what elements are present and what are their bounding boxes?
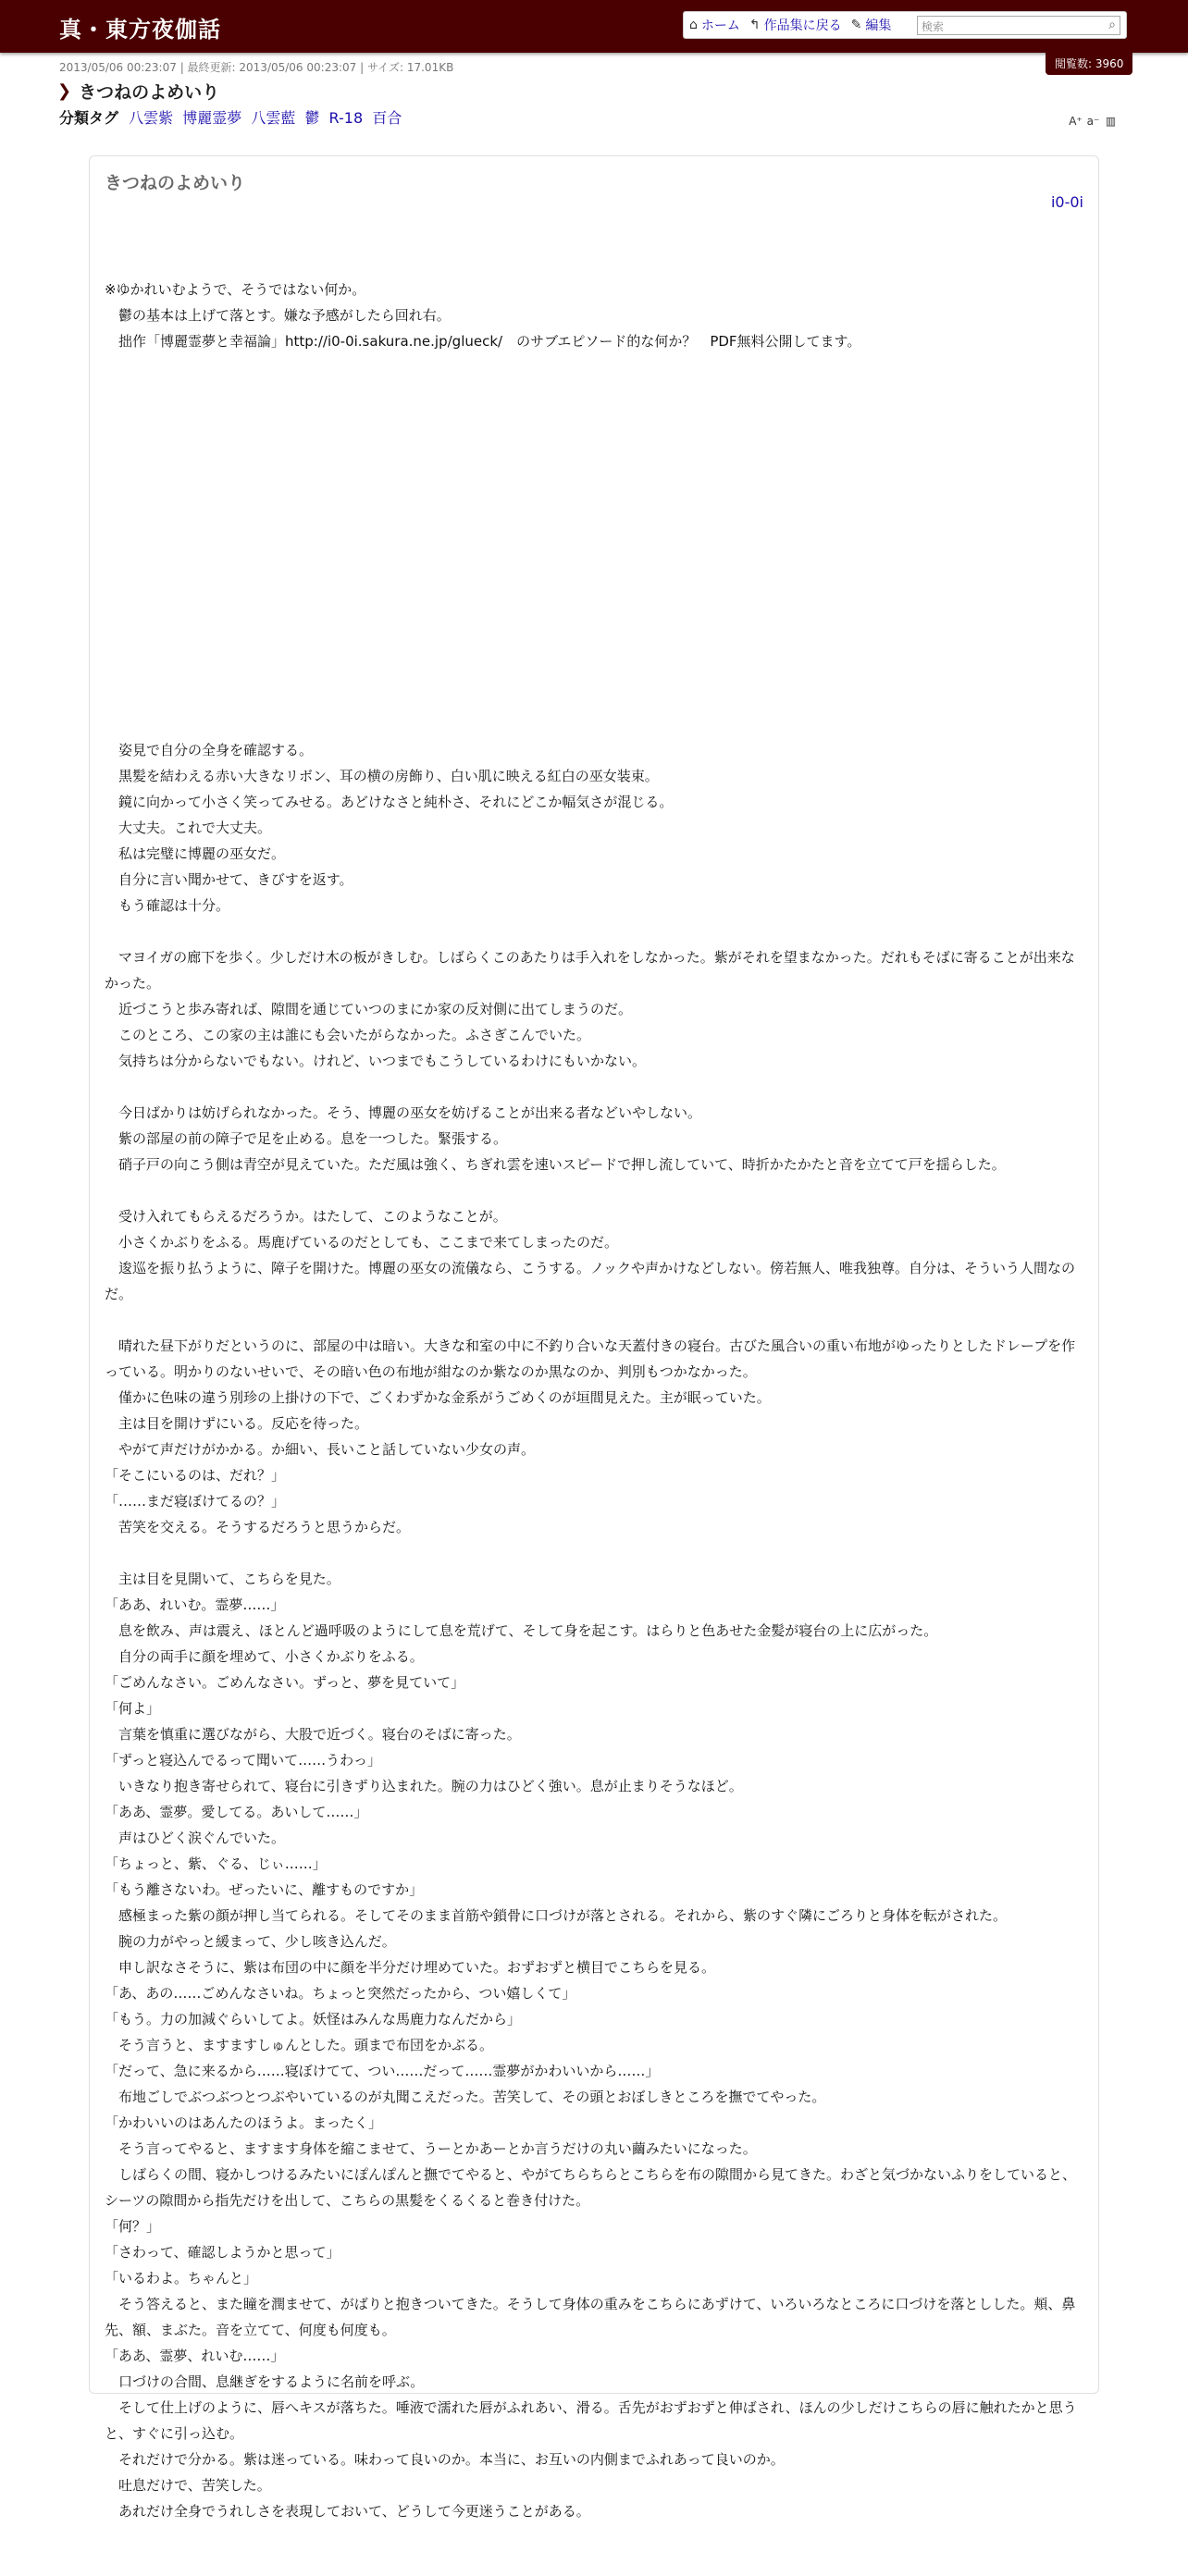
article-card	[89, 155, 1099, 2520]
paragraph: 言葉を慎重に選びながら、大股で近づく。寝台のそばに寄った。	[105, 1726, 521, 1743]
paragraph: 近づこうと歩み寄れば、隙間を通じていつのまにか家の反対側に出てしまうのだ。	[105, 1001, 633, 1017]
paragraph: いきなり抱き寄せられて、寝台に引きずり込まれた。腕の力はひどく強い。息が止まりそうなほど。	[105, 1778, 743, 1794]
paragraph	[105, 1307, 1085, 1333]
paragraph: 主は目を見開いて、こちらを見た。	[105, 1571, 340, 1587]
paragraph: 「だって、急に来るから……寝ぼけてて、つい……だって……霊夢がかわいいから……」	[105, 2063, 660, 2079]
article-body	[105, 225, 1085, 2576]
home-icon: ⌂	[689, 18, 698, 32]
paragraph: 受け入れてもらえるだろうか。はたして、このようなことが。	[105, 1208, 507, 1225]
paragraph: 「……まだ寝ぼけてるの？」	[105, 1493, 286, 1510]
paragraph: 「ああ、霊夢。愛してる。あいして……」	[105, 1804, 368, 1820]
vertical-text-icon[interactable]: ▥	[1105, 115, 1117, 128]
paragraph: 苦笑を交える。そうするだろうと思うからだ。	[105, 1519, 411, 1535]
tag-list	[59, 106, 406, 128]
paragraph	[105, 918, 1085, 944]
paragraph: やがて声だけがかかる。か細い、長いこと話していない少女の声。	[105, 1441, 536, 1458]
tag-label: 分類タグ	[59, 109, 119, 127]
paragraph: 自分に言い聞かせて、きびすを返す。	[105, 871, 353, 888]
paragraph: あれだけ全身でうれしさを表現しておいて、どうして今更迷うことがある。	[105, 2503, 590, 2520]
font-smaller-icon[interactable]: a⁻	[1086, 115, 1100, 128]
pencil-icon: ✎	[850, 18, 862, 32]
paragraph: 逡巡を振り払うように、障子を開けた。博麗の巫女の流儀なら、こうする。ノックや声かけなどしない。傍若無人、唯我独尊。自分は、そういう人間なのだ。	[105, 1260, 1075, 1302]
tag-link[interactable]: R-18	[328, 109, 364, 127]
paragraph: 息を飲み、声は震え、ほとんど過呼吸のようにして息を荒げて、そして身を起こす。はらりと色あせた金髪が寝台の上に広がった。	[105, 1622, 938, 1639]
paragraph: 「ああ、れいむ。霊夢……」	[105, 1596, 285, 1613]
paragraph: 声はひどく涙ぐんでいた。	[105, 1830, 286, 1846]
paragraph: 「いるわよ。ちゃんと」	[105, 2270, 258, 2286]
ad-space	[105, 406, 1085, 685]
paragraph: 「何よ」	[105, 1700, 161, 1717]
page-title	[57, 79, 219, 104]
back-link-label: 作品集に戻る	[763, 18, 842, 33]
paragraph: 「ごめんなさい。ごめんなさい。ずっと、夢を見ていて」	[105, 1674, 465, 1691]
paragraph: 「もう離さないわ。ぜったいに、離すものですか」	[105, 1881, 424, 1898]
tag-link[interactable]: 鬱	[304, 109, 320, 127]
paragraph: 感極まった紫の顔が押し当てられる。そしてそのまま首筋や鎖骨に口づけが落とされる。それから、紫のすぐ隣にごろりと身体を転がされた。	[105, 1907, 1008, 1924]
view-count-badge: 閲覧数: 3960	[1046, 52, 1132, 75]
tag-link[interactable]: 八雲紫	[129, 109, 174, 127]
paragraph: 鏡に向かって小さく笑ってみせる。あどけなさと純朴さ、それにどこか幅気さが混じる。	[105, 794, 674, 810]
home-link[interactable]	[689, 16, 740, 34]
paragraph: それだけで分かる。紫は迷っている。味わって良いのか。本当に、お互いの内側までふれあって良いのか。	[105, 2451, 785, 2468]
intro-line: 拙作「博麗霊夢と幸福論」http://i0-0i.sakura.ne.jp/glueck/ のサブエピソード的な何か？ PDF無料公開してます。	[105, 333, 861, 350]
paragraph: 「かわいいのはあんたのほうよ。まったく」	[105, 2114, 383, 2131]
edit-link[interactable]	[851, 16, 892, 34]
paragraph: 「何？」	[105, 2218, 161, 2235]
search-placeholder: 検索	[922, 19, 945, 33]
paragraph: 気持ちは分からないでもない。けれど、いつまでもこうしているわけにもいかない。	[105, 1053, 647, 1069]
home-link-label: ホーム	[700, 18, 740, 33]
paragraph: 今日ばかりは妨げられなかった。そう、博麗の巫女を妨げることが出来る者などいやしない。	[105, 1104, 702, 1121]
paragraph: 「もう。力の加減ぐらいしてよ。妖怪はみんな馬鹿力なんだから」	[105, 2011, 522, 2028]
paragraph: 晴れた昼下がりだというのに、部屋の中は暗い。大きな和室の中に不釣り合いな天蓋付きの寝台。古びた風合いの重い布地がゆったりとしたドレープを作っている。明かりのないせいで、その暗い色の布地が紺なのか紫なのか黒なのか、判別もつかなかった。	[105, 1337, 1076, 1380]
paragraph	[105, 1540, 1085, 1566]
paragraph: 私は完璧に博麗の巫女だ。	[105, 845, 286, 862]
paragraph: 主は目を開けずにいる。反応を待った。	[105, 1415, 369, 1432]
paragraph: 「あ、あの……ごめんなさいね。ちょっと突然だったから、つい嬉しくて」	[105, 1985, 576, 2002]
paragraph: 吐息だけで、苦笑した。	[105, 2477, 271, 2494]
paragraph: 「ずっと寝込んでるって聞いて……うわっ」	[105, 1752, 381, 1769]
paragraph: 黒髪を結わえる赤い大きなリボン、耳の横の房飾り、白い肌に映える紅白の巫女装束。	[105, 768, 659, 784]
paragraph: 僅かに色味の違う別珍の上掛けの下で、ごくわずかな金系がうごめくのが垣間見えた。主が眠っていた。	[105, 1389, 771, 1406]
paragraph: 紫の部屋の前の障子で足を止める。息を一つした。緊張する。	[105, 1130, 508, 1147]
paragraph	[105, 1074, 1085, 1100]
site-title[interactable]: 真・東方夜伽話	[59, 17, 221, 43]
paragraph: 腕の力がやっと緩まって、少し咳き込んだ。	[105, 1933, 396, 1950]
paragraph: そう言うと、ますますしゅんとした。頭まで布団をかぶる。	[105, 2037, 494, 2053]
paragraph: そして仕上げのように、唇へキスが落ちた。唾液で濡れた唇がふれあい、滑る。舌先がおずおずと伸ばされ、ほんの少しだけこちらの唇に触れたかと思うと、すぐに引っ込む。	[105, 2399, 1077, 2442]
paragraph: 口づけの合間、息継ぎをするように名前を呼ぶ。	[105, 2373, 425, 2390]
paragraph: そう答えると、また瞳を潤ませて、がばりと抱きついてきた。そうして身体の重みをこちらにあずけて、いろいろなところに口づけを落としした。頬、鼻先、額、まぶた。音を立てて、何度も何度も。	[105, 2296, 1076, 2338]
paragraph: 「さわって、確認しようかと思って」	[105, 2244, 340, 2261]
paragraph	[105, 1177, 1085, 1203]
search-input[interactable]	[917, 16, 1120, 35]
tag-link[interactable]: 百合	[372, 109, 402, 127]
intro-line: 鬱の基本は上げて落とす。嫌な予感がしたら回れ右。	[105, 307, 451, 324]
chevron-right-icon: ❯	[57, 81, 72, 101]
article-title: きつねのよめいり	[105, 173, 246, 193]
text-tools	[1069, 115, 1118, 129]
search-icon[interactable]: ⌕	[1108, 17, 1116, 32]
paragraph: 「そこにいるのは、だれ？」	[105, 1467, 286, 1484]
paragraph: このところ、この家の主は誰にも会いたがらなかった。ふさぎこんでいた。	[105, 1027, 591, 1043]
paragraph: 「ああ、霊夢、れいむ……」	[105, 2348, 285, 2364]
intro-line: ※ゆかれいむようで、そうではない何か。	[105, 281, 366, 298]
paragraph: そう言ってやると、ますます身体を縮こませて、うーとかあーとか言うだけの丸い繭みたいになった。	[105, 2140, 757, 2157]
author-link[interactable]: i0-0i	[1050, 193, 1083, 211]
article-intro	[105, 277, 1085, 354]
font-larger-icon[interactable]: A⁺	[1069, 115, 1083, 128]
paragraph: マヨイガの廊下を歩く。少しだけ木の板がきしむ。しばらくこのあたりは手入れをしなかった。紫がそれを望まなかった。だれもそばに寄ることが出来なかった。	[105, 949, 1075, 992]
header-bar	[0, 0, 1188, 53]
paragraph: 布地ごしでぶつぶつとつぶやいているのが丸聞こえだった。苦笑して、その頭とおぼしきところを撫でてやった。	[105, 2089, 826, 2105]
post-meta: 2013/05/06 00:23:07 | 最終更新: 2013/05/06 00:23:07 | サイズ: 17.01KB	[59, 61, 454, 74]
paragraph: 姿見で自分の全身を確認する。	[105, 742, 314, 758]
tag-link[interactable]: 博麗霊夢	[182, 109, 242, 127]
page-title-text: きつねのよめいり	[79, 82, 220, 103]
nav-box	[683, 11, 1127, 39]
paragraph: 申し訳なさそうに、紫は布団の中に顔を半分だけ埋めていた。おずおずと横目でこちらを見る。	[105, 1959, 716, 1976]
edit-link-label: 編集	[865, 18, 892, 33]
back-arrow-icon: ↰	[749, 18, 761, 32]
paragraph: 小さくかぶりをふる。馬鹿げているのだとしても、ここまで来てしまったのだ。	[105, 1234, 619, 1251]
paragraph: もう確認は十分。	[105, 897, 230, 914]
tag-link[interactable]: 八雲藍	[251, 109, 296, 127]
paragraph: 自分の両手に顔を埋めて、小さくかぶりをふる。	[105, 1648, 424, 1665]
paragraph: 大丈夫。これで大丈夫。	[105, 820, 272, 836]
back-to-collection-link[interactable]	[749, 16, 842, 34]
paragraph: 硝子戸の向こう側は青空が見えていた。ただ風は強く、ちぎれ雲を速いスピードで押し流していて、時折かたかたと音を立てて戸を揺らした。	[105, 1156, 1006, 1173]
article-text	[105, 737, 1085, 2524]
paragraph: 「ちょっと、紫、ぐる、じぃ……」	[105, 1855, 327, 1872]
paragraph: しばらくの間、寝かしつけるみたいにぽんぽんと撫でてやると、やがてちらちらとこちらを布の隙間から見てきた。わざと気づかないふりをしていると、シーツの隙間から指先だけを出して、こちらの黒髪をくるくると巻き付けた。	[105, 2166, 1077, 2209]
